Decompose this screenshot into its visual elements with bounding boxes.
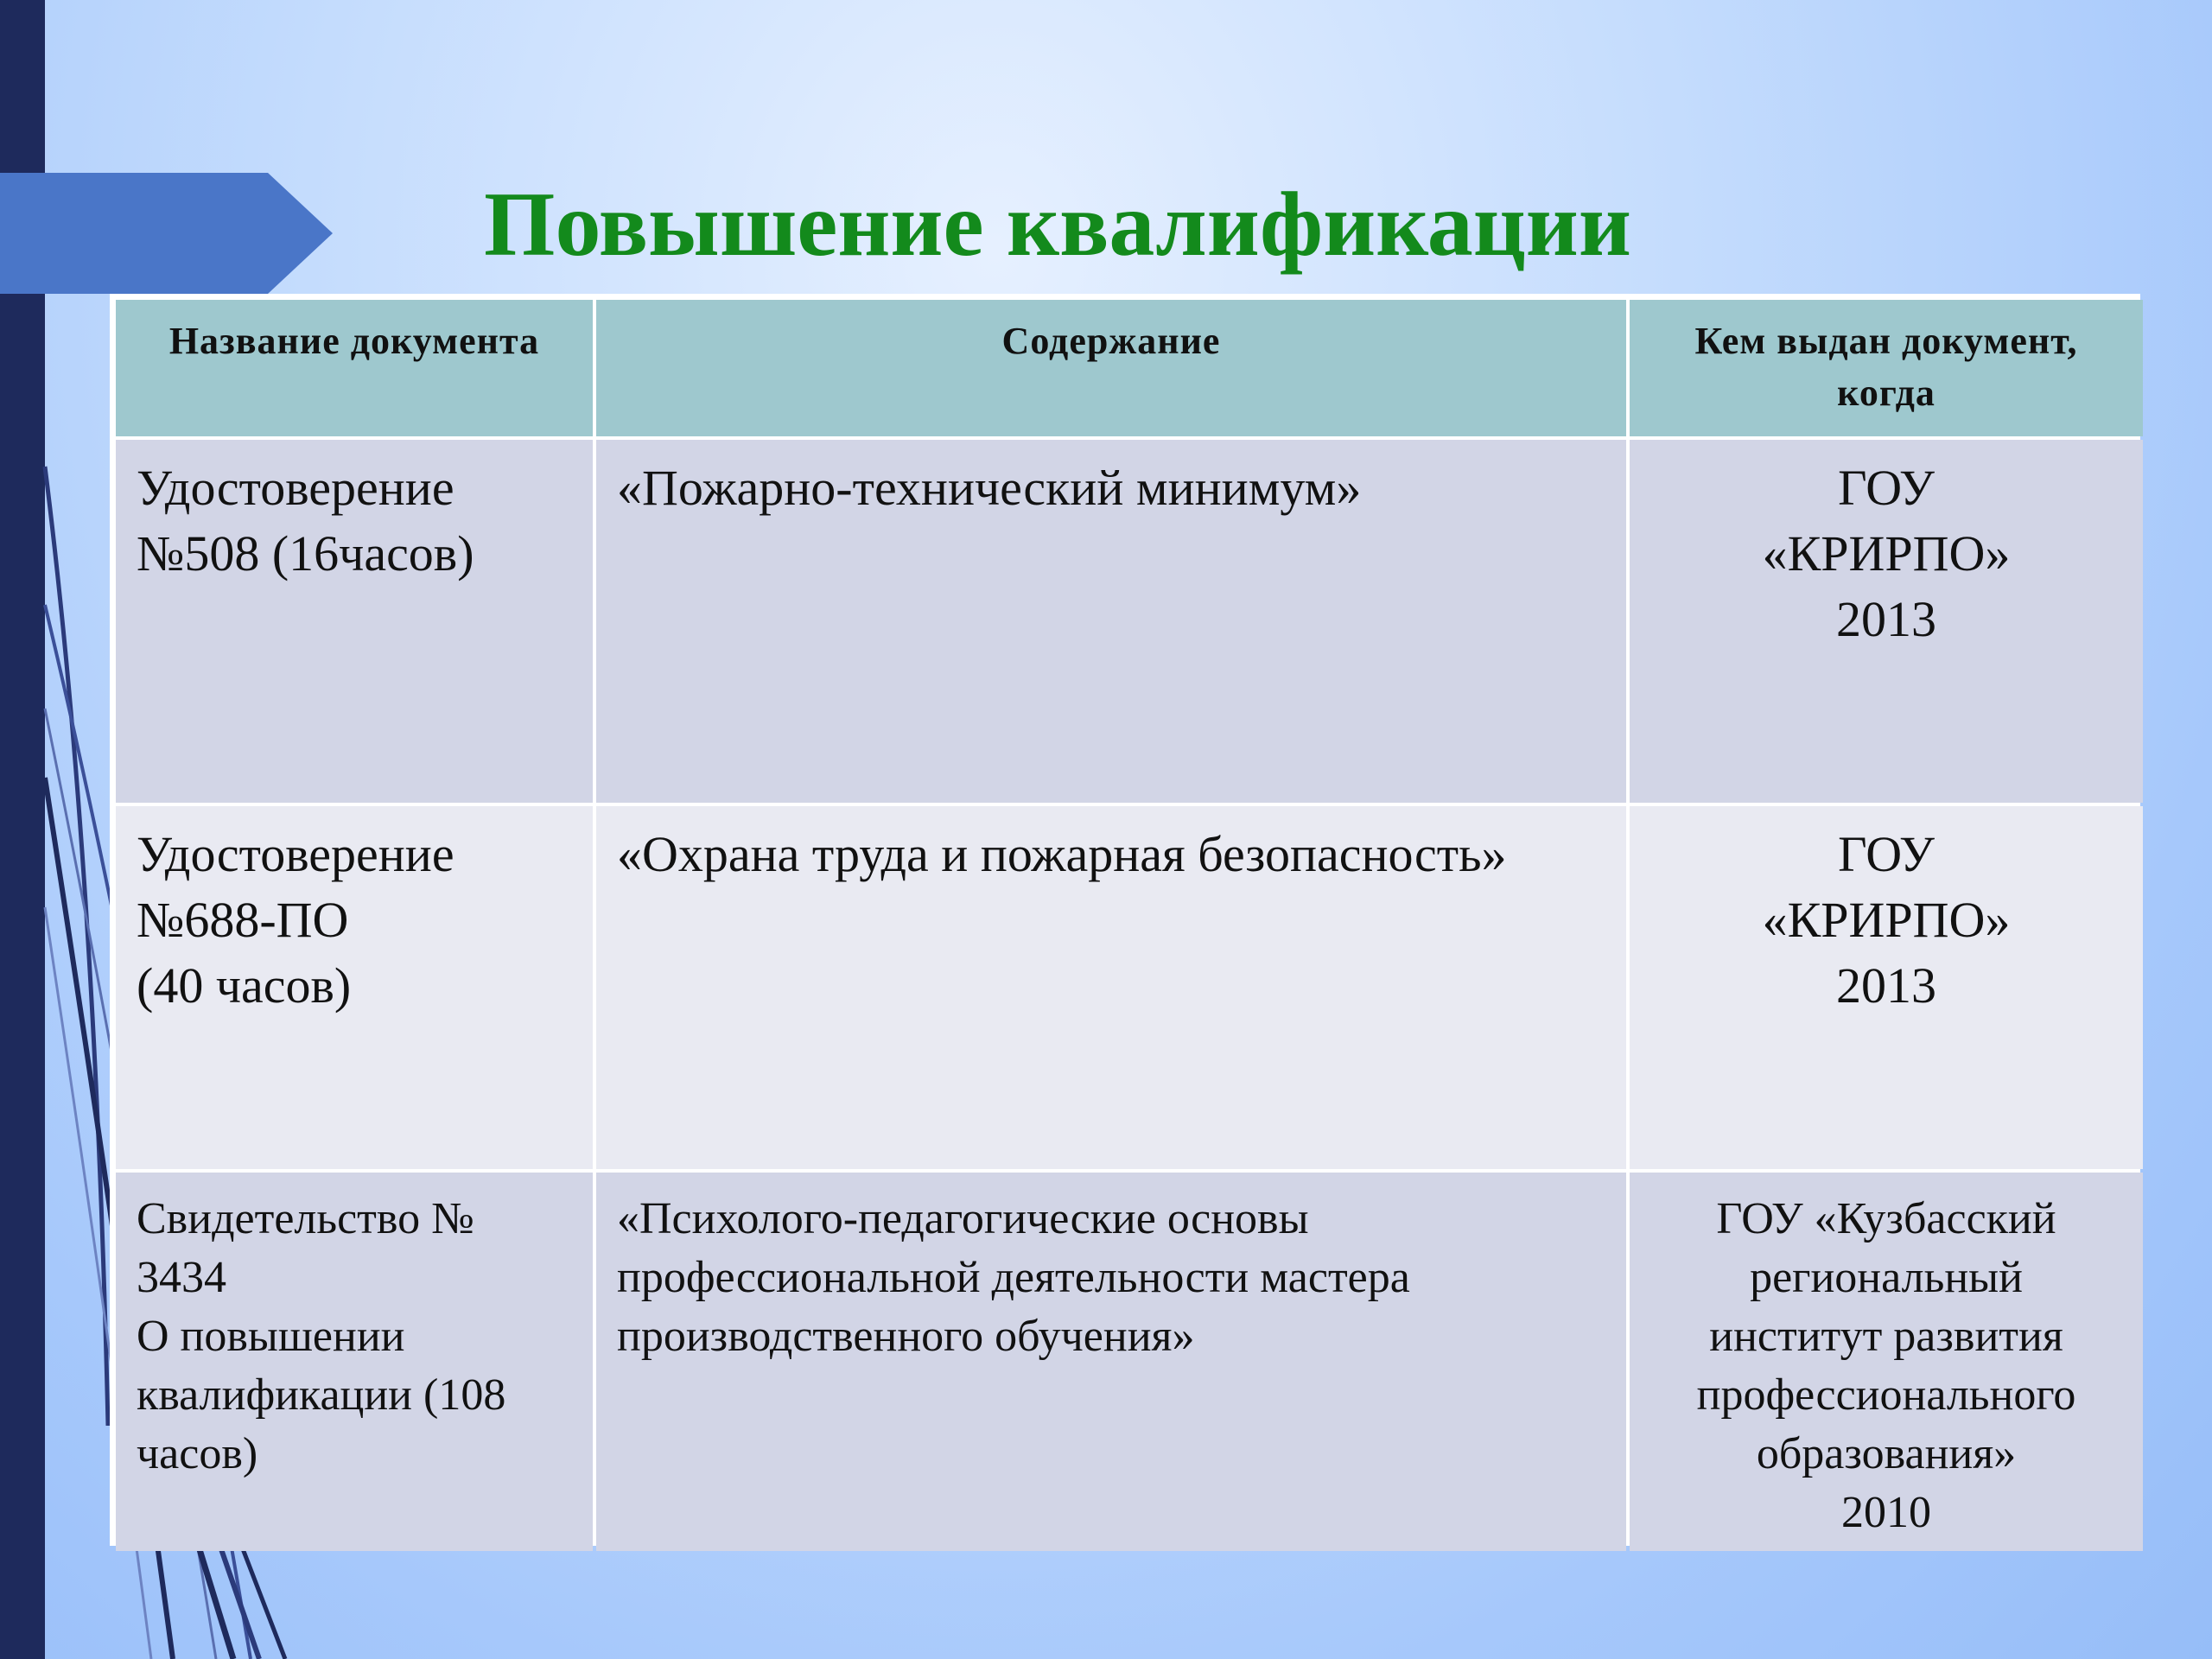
row2-content: «Охрана труда и пожарная безопасность» <box>596 806 1626 1169</box>
row2-issuer: ГОУ «КРИРПО» 2013 <box>1630 806 2143 1169</box>
table-header-row <box>116 300 2143 436</box>
title-arrow-tab <box>0 173 333 294</box>
slide-title: Повышение квалификации <box>484 174 1631 275</box>
table-row <box>116 1173 2143 1551</box>
table-row <box>116 440 2143 803</box>
row3-document-name: Свидетельство № 3434 О повышении квалификации (108 часов) <box>116 1173 593 1551</box>
qualification-table <box>112 296 2146 1554</box>
row2-document-name: Удостоверение №688-ПО (40 часов) <box>116 806 593 1169</box>
row3-issuer: ГОУ «Кузбасский региональный институт развития профессионального образования» 2010 <box>1630 1173 2143 1551</box>
table-row <box>116 806 2143 1169</box>
qualification-table-container <box>110 294 2140 1546</box>
header-issuer: Кем выдан документ, когда <box>1630 300 2143 436</box>
row1-issuer: ГОУ «КРИРПО» 2013 <box>1630 440 2143 803</box>
row1-content: «Пожарно-технический минимум» <box>596 440 1626 803</box>
header-content: Содержание <box>596 300 1626 436</box>
row1-document-name: Удостоверение №508 (16часов) <box>116 440 593 803</box>
header-document-name: Название документа <box>116 300 593 436</box>
row3-content: «Психолого-педагогические основы профессиональной деятельности мастера производственного обучения» <box>596 1173 1626 1551</box>
